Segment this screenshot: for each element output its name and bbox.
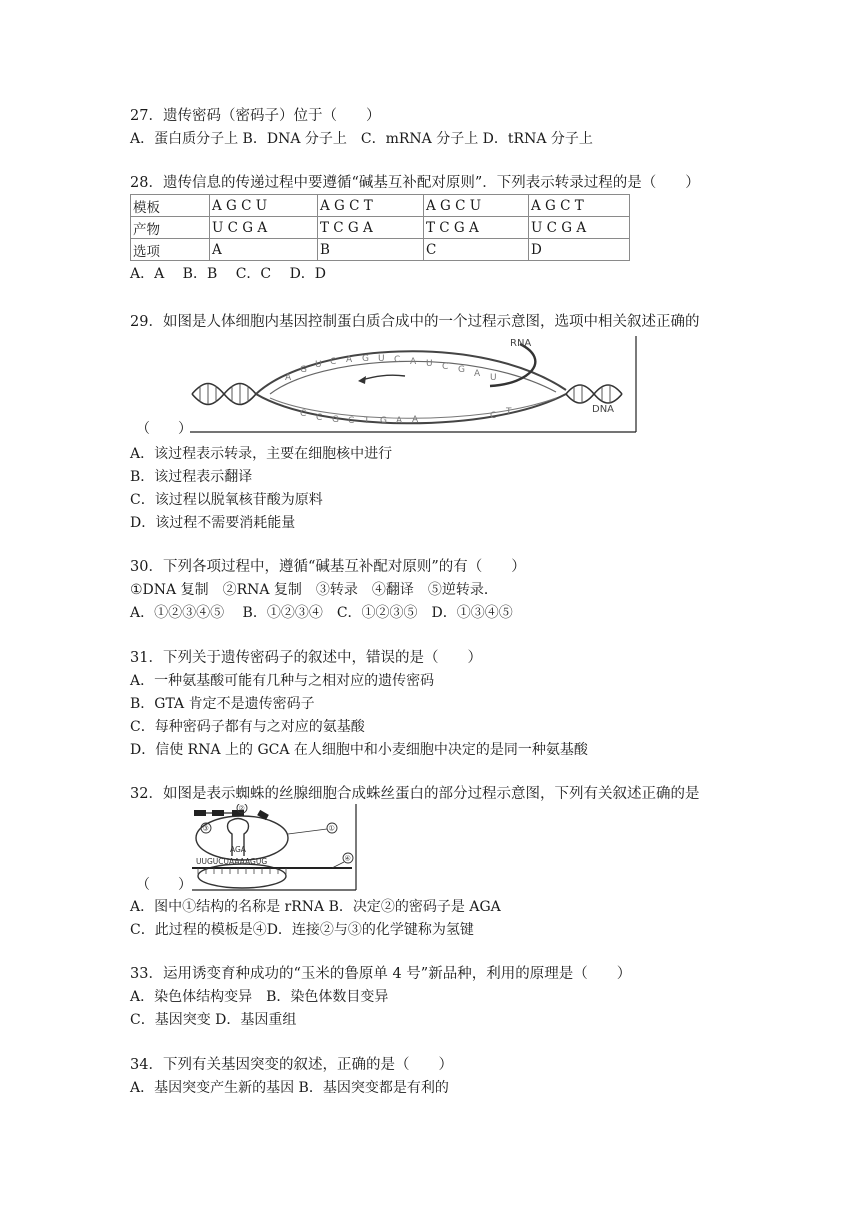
svg-text:G: G xyxy=(332,415,339,425)
label-3: ③ xyxy=(202,824,209,833)
q31-option-c: C．每种密码子都有与之对应的氨基酸 xyxy=(130,719,365,735)
q29-option-a: A．该过程表示转录，主要在细胞核中进行 xyxy=(130,446,393,462)
table-cell: A xyxy=(210,239,318,261)
q30-items: ①DNA 复制 ②RNA 复制 ③转录 ④翻译 ⑤逆转录． xyxy=(130,582,498,598)
svg-text:C: C xyxy=(394,355,401,365)
transcription-figure xyxy=(190,336,638,434)
q33-options-ab: A．染色体结构变异 B．染色体数目变异 xyxy=(130,989,389,1005)
table-row xyxy=(131,195,630,217)
svg-text:U: U xyxy=(490,373,497,383)
q29-paren: （ ） xyxy=(136,421,192,437)
table-cell: T C G A xyxy=(424,217,529,239)
mrna-sequence: UUGUCUAAAAGUG xyxy=(196,857,268,866)
svg-text:A: A xyxy=(410,357,417,367)
table-row xyxy=(131,217,630,239)
svg-text:G: G xyxy=(362,354,369,364)
q33-stem: 33．运用诱变育种成功的“玉米的鲁原单 4 号”新品种，利用的原理是（ ） xyxy=(130,966,632,982)
svg-text:C: C xyxy=(348,416,355,426)
table-cell: C xyxy=(424,239,529,261)
svg-text:A: A xyxy=(346,355,353,365)
q31-stem: 31．下列关于遗传密码子的叙述中，错误的是（ ） xyxy=(130,650,482,666)
q30-options: A．①②③④⑤ B．①②③④ C．①②③⑤ D．①③④⑤ xyxy=(130,605,513,621)
table-cell: 产物 xyxy=(131,217,210,239)
svg-text:U: U xyxy=(315,360,322,370)
q29-option-d: D．该过程不需要消耗能量 xyxy=(130,515,296,531)
svg-text:T: T xyxy=(364,416,370,426)
rna-label: RNA xyxy=(510,338,532,349)
table-cell: U C G A xyxy=(529,217,630,239)
translation-figure xyxy=(192,804,358,892)
q34-options: A．基因突变产生新的基因 B．基因突变都是有利的 xyxy=(130,1080,449,1096)
table-cell: A G C U xyxy=(424,195,529,217)
table-cell: D xyxy=(529,239,630,261)
q28-table xyxy=(130,194,630,261)
q33-options-cd: C．基因突变 D．基因重组 xyxy=(130,1012,297,1028)
q27-options: A．蛋白质分子上 B．DNA 分子上 C．mRNA 分子上 D．tRNA 分子上 xyxy=(130,131,593,147)
svg-text:C: C xyxy=(330,357,337,367)
table-cell: A G C T xyxy=(529,195,630,217)
label-4: ④ xyxy=(344,854,351,863)
svg-text:A: A xyxy=(396,416,403,426)
table-cell: B xyxy=(318,239,424,261)
table-cell: 模板 xyxy=(131,195,210,217)
table-cell: A G C U xyxy=(210,195,318,217)
q29-stem: 29．如图是人体细胞内基因控制蛋白质合成中的一个过程示意图，选项中相关叙述正确的 xyxy=(130,314,700,330)
svg-text:C: C xyxy=(300,409,307,419)
q28-options: A．A B．B C．C D．D xyxy=(130,266,327,282)
svg-text:C: C xyxy=(316,413,323,423)
svg-text:U: U xyxy=(426,359,433,369)
svg-text:C: C xyxy=(490,411,497,421)
q29-option-c: C．该过程以脱氧核苷酸为原料 xyxy=(130,492,323,508)
table-cell: A G C T xyxy=(318,195,424,217)
table-row xyxy=(131,239,630,261)
q31-option-b: B．GTA 肯定不是遗传密码子 xyxy=(130,696,315,712)
q32-paren: （ ） xyxy=(136,877,192,893)
table-cell: T C G A xyxy=(318,217,424,239)
svg-text:G: G xyxy=(380,416,387,426)
q32-stem: 32．如图是表示蜘蛛的丝腺细胞合成蛛丝蛋白的部分过程示意图，下列有关叙述正确的是 xyxy=(130,786,700,802)
svg-text:G: G xyxy=(300,365,307,375)
q32-options-cd: C．此过程的模板是④D．连接②与③的化学键称为氢键 xyxy=(130,922,474,938)
dna-label: DNA xyxy=(592,404,615,415)
svg-text:T: T xyxy=(506,407,512,417)
q34-stem: 34．下列有关基因突变的叙述，正确的是（ ） xyxy=(130,1057,453,1073)
q27-stem: 27．遗传密码（密码子）位于（ ） xyxy=(130,108,381,124)
svg-text:U: U xyxy=(378,354,385,364)
anticodon-label: AGA xyxy=(230,845,246,854)
svg-text:A: A xyxy=(285,373,292,383)
q31-option-d: D．信使 RNA 上的 GCA 在人细胞中和小麦细胞中决定的是同一种氨基酸 xyxy=(130,742,588,758)
q31-option-a: A．一种氨基酸可能有几种与之相对应的遗传密码 xyxy=(130,673,435,689)
label-2: ② xyxy=(238,804,245,813)
svg-text:G: G xyxy=(458,365,465,375)
q29-option-b: B．该过程表示翻译 xyxy=(130,469,253,485)
table-cell: 选项 xyxy=(131,239,210,261)
svg-text:A: A xyxy=(412,415,419,425)
svg-text:A: A xyxy=(474,369,481,379)
label-1: ① xyxy=(328,824,335,833)
q28-stem: 28．遗传信息的传递过程中要遵循“碱基互补配对原则”．下列表示转录过程的是（ ） xyxy=(130,175,700,191)
table-cell: U C G A xyxy=(210,217,318,239)
q32-options-ab: A．图中①结构的名称是 rRNA B．决定②的密码子是 AGA xyxy=(130,899,501,915)
svg-text:C: C xyxy=(442,362,449,372)
q30-stem: 30．下列各项过程中，遵循“碱基互补配对原则”的有（ ） xyxy=(130,559,526,575)
